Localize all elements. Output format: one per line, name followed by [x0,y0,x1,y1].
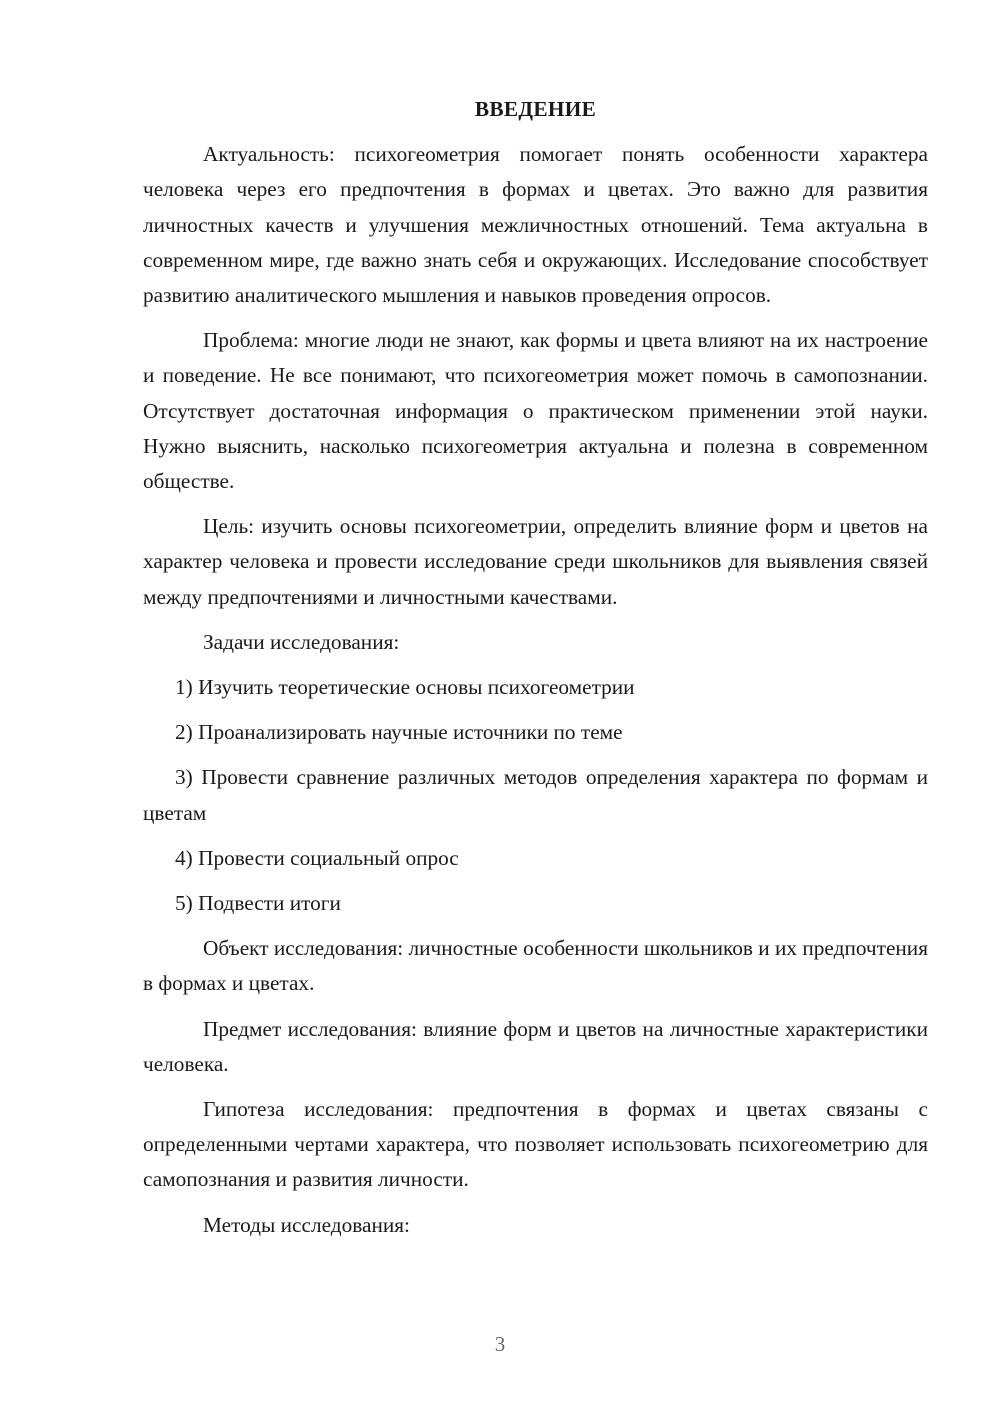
page-number: 3 [494,1332,506,1356]
paragraph-relevance: Актуальность: психогеометрия помогает понять особенности характера человека через его предпочтения в формах и цветах. Это важно для развития личностных качеств и улучшения межличностных отношений. Тема актуальна в современном мире, где важно знать себя и окружающих. Исследование способствует развитию аналитического мышления и навыков проведения опросов. [143,142,928,308]
task-item-4: 4) Провести социальный опрос [175,845,459,870]
task-item-5: 5) Подвести итоги [175,891,341,916]
paragraph-goal: Цель: изучить основы психогеометрии, определить влияние форм и цветов на характер человека и провести исследование среди школьников для выявления связей между предпочтениями и личностными качествами. [143,514,928,609]
paragraph-hypothesis: Гипотеза исследования: предпочтения в формах и цветах связаны с определенными чертами характера, что позволяет использовать психогеометрию для самопознания и развития личности. [143,1097,928,1192]
tasks-heading: Задачи исследования: [203,629,400,654]
paragraph-subject: Предмет исследования: влияние форм и цветов на личностные характеристики человека. [143,1016,928,1076]
paragraph-problem: Проблема: многие люди не знают, как формы и цвета влияют на их настроение и поведение. Не все понимают, что психогеометрия может помочь в самопознании. Отсутствует достаточная информация о практическом применении этой науки. Нужно выяснить, насколько психогеометрия актуальна и полезна в современном обществе. [143,328,928,494]
task-item-3: 3) Провести сравнение различных методов определения характера по формам и цветам [143,765,928,825]
page-content [143,92,928,1253]
paragraph-object: Объект исследования: личностные особенности школьников и их предпочтения в формах и цветах. [143,936,928,996]
page-title: ВВЕДЕНИЕ [474,97,597,121]
task-item-2: 2) Проанализировать научные источники по теме [175,720,623,745]
tasks-list [143,670,928,921]
task-item-1: 1) Изучить теоретические основы психогеометрии [175,675,635,700]
methods-heading: Методы исследования: [203,1212,410,1237]
